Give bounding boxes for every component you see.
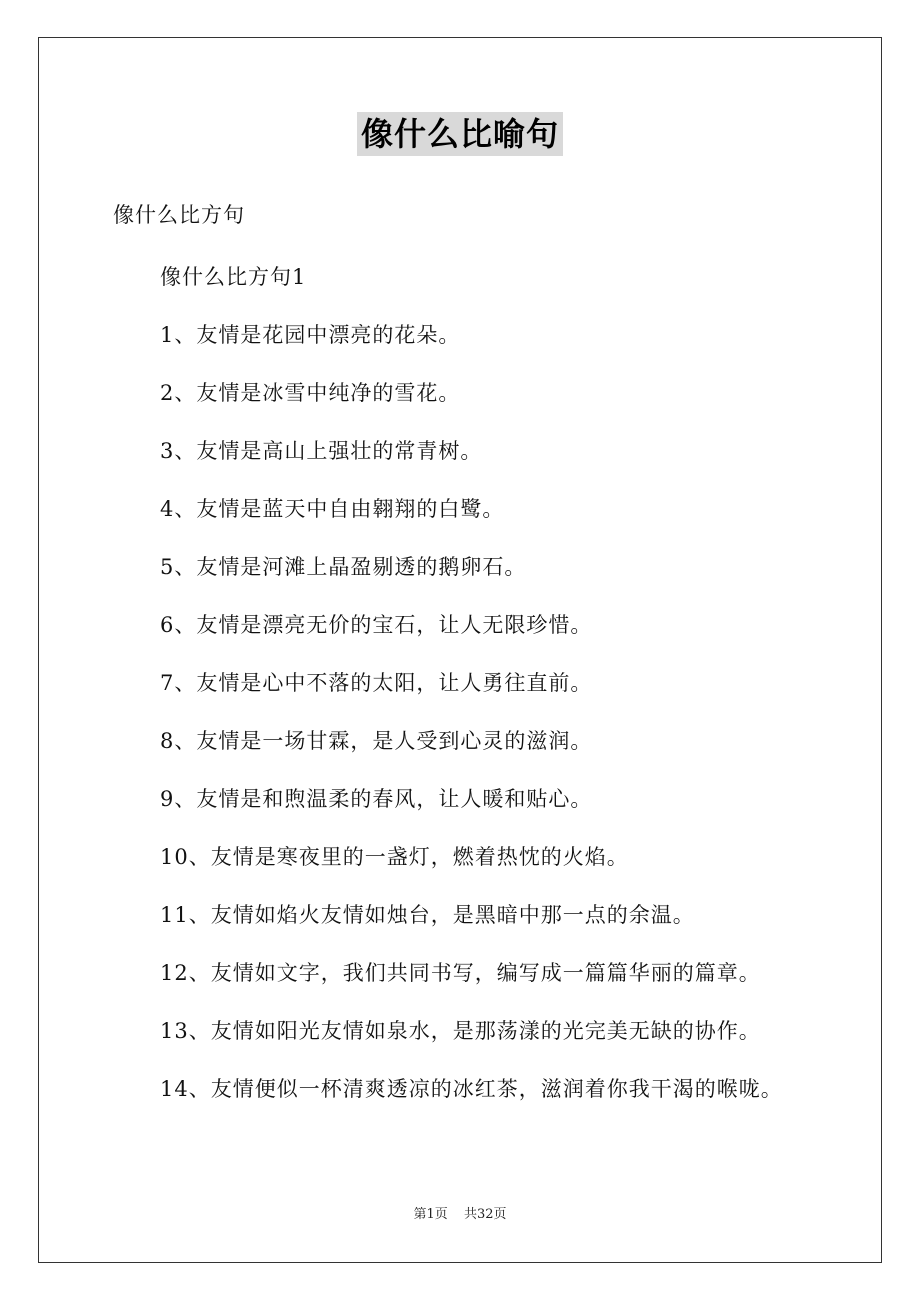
list-item: 8、友情是一场甘霖，是人受到心灵的滋润。 [160, 729, 593, 753]
page-number-total: 共32页 [463, 1207, 507, 1222]
list-item: 2、友情是冰雪中纯净的雪花。 [160, 381, 461, 405]
list-item: 7、友情是心中不落的太阳，让人勇往直前。 [160, 671, 593, 695]
list-item: 11、友情如焰火友情如烛台，是黑暗中那一点的余温。 [160, 903, 695, 927]
list-item: 9、友情是和煦温柔的春风，让人暖和贴心。 [160, 787, 593, 811]
list-item: 6、友情是漂亮无价的宝石，让人无限珍惜。 [160, 613, 593, 637]
list-item: 10、友情是寒夜里的一盏灯，燃着热忱的火焰。 [160, 845, 629, 869]
list-item: 5、友情是河滩上晶盈剔透的鹅卵石。 [160, 555, 527, 579]
title-container [0, 112, 920, 156]
list-item: 1、友情是花园中漂亮的花朵。 [160, 323, 461, 347]
list-item: 12、友情如文字，我们共同书写，编写成一篇篇华丽的篇章。 [160, 961, 761, 985]
list-item: 13、友情如阳光友情如泉水，是那荡漾的光完美无缺的协作。 [160, 1019, 761, 1043]
document-subtitle: 像什么比方句 [113, 203, 245, 227]
sentence-list [160, 320, 783, 1132]
list-item: 14、友情便似一杯清爽透凉的冰红茶，滋润着你我干渴的喉咙。 [160, 1077, 783, 1101]
page-footer [0, 1206, 920, 1224]
list-item: 4、友情是蓝天中自由翱翔的白鹭。 [160, 497, 505, 521]
document-title: 像什么比喻句 [357, 112, 563, 156]
page-number-current: 第1页 [413, 1207, 448, 1222]
list-item: 3、友情是高山上强壮的常青树。 [160, 439, 483, 463]
section-heading: 像什么比方句1 [160, 265, 307, 289]
